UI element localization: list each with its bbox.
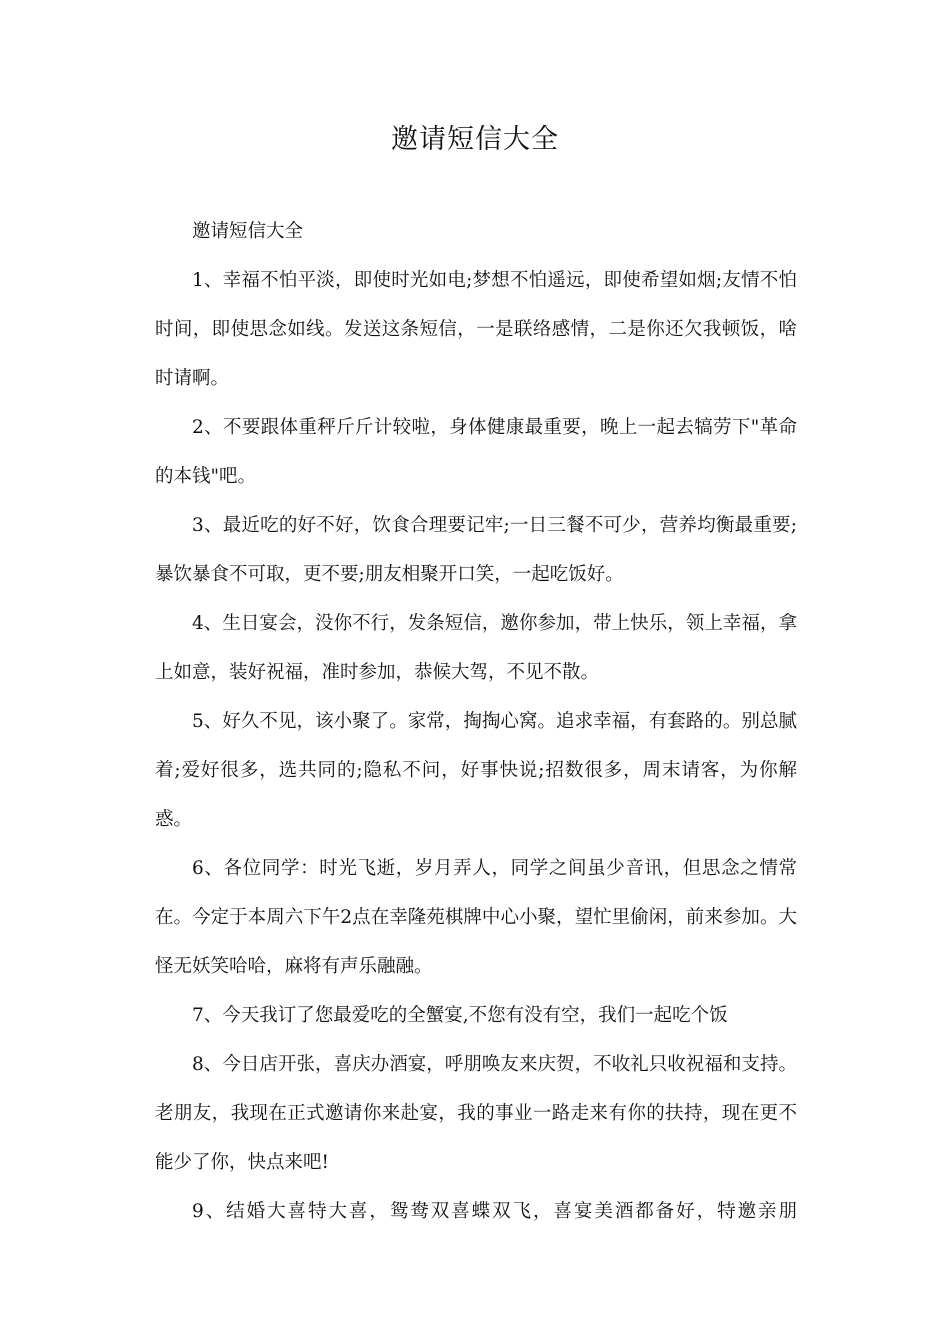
- message-item-6: 6、各位同学：时光飞逝，岁月弄人，同学之间虽少音讯，但思念之情常在。今定于本周六下午2点在幸隆苑棋牌中心小聚，望忙里偷闲，前来参加。大怪无妖笑哈哈，麻将有声乐融融。: [155, 858, 797, 977]
- message-item-3: 3、最近吃的好不好，饮食合理要记牢;一日三餐不可少，营养均衡最重要;暴饮暴食不可取，更不要;朋友相聚开口笑，一起吃饭好。: [155, 515, 797, 585]
- message-item-5: 5、好久不见，该小聚了。家常，掏掏心窝。追求幸福，有套路的。别总腻着;爱好很多，选共同的;隐私不问，好事快说;招数很多，周末请客，为你解惑。: [155, 711, 797, 830]
- message-item-1: 1、幸福不怕平淡，即使时光如电;梦想不怕遥远，即使希望如烟;友情不怕时间，即使思念如线。发送这条短信，一是联络感情，二是你还欠我顿饭，啥时请啊。: [155, 270, 797, 389]
- message-item-7: 7、今天我订了您最爱吃的全蟹宴,不您有没有空，我们一起吃个饭: [192, 1005, 728, 1026]
- message-item-2: 2、不要跟体重秤斤斤计较啦，身体健康最重要，晚上一起去犒劳下"革命的本钱"吧。: [155, 417, 797, 487]
- message-item-9: 9、结婚大喜特大喜，鸳鸯双喜蝶双飞，喜宴美酒都备好，特邀亲朋: [192, 1201, 797, 1222]
- document-body: [155, 207, 797, 1236]
- message-item-8: 8、今日店开张，喜庆办酒宴，呼朋唤友来庆贺，不收礼只收祝福和支持。老朋友，我现在正式邀请你来赴宴，我的事业一路走来有你的扶持，现在更不能少了你，快点来吧!: [155, 1054, 797, 1173]
- document-title: 邀请短信大全: [391, 124, 559, 155]
- body-heading: 邀请短信大全: [192, 221, 304, 242]
- message-item-4: 4、生日宴会，没你不行，发条短信，邀你参加，带上快乐，领上幸福，拿上如意，装好祝福，准时参加，恭候大驾，不见不散。: [155, 613, 797, 683]
